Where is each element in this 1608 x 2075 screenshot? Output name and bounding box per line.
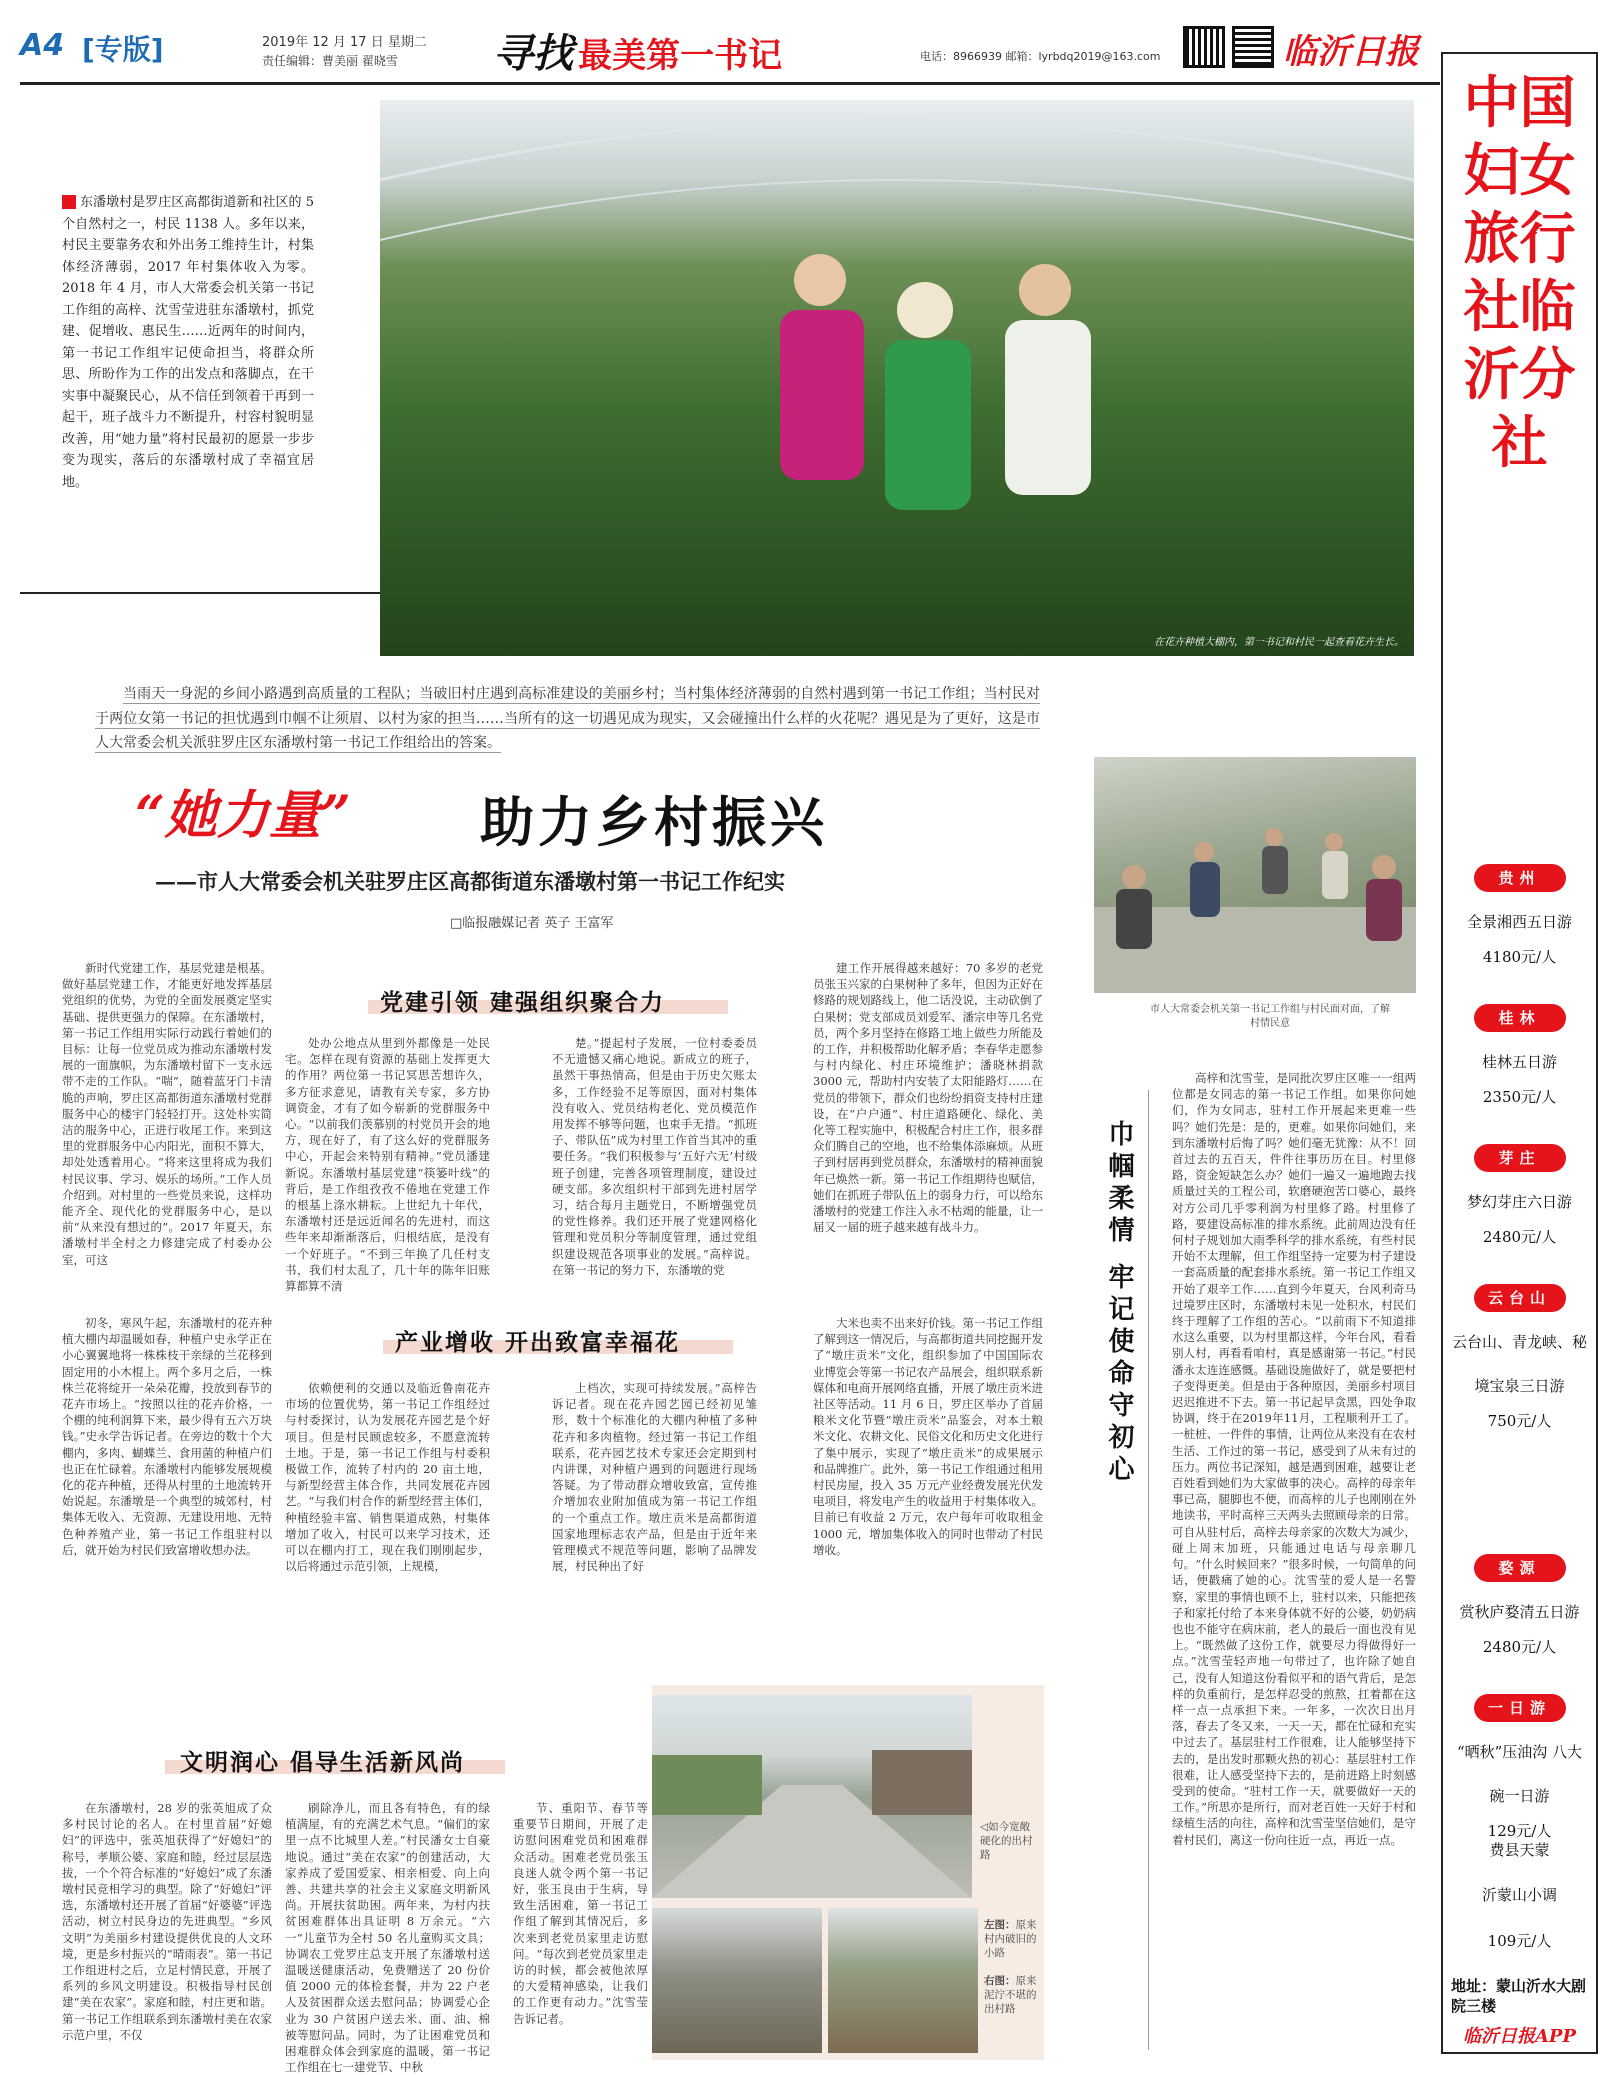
side-photo-scene — [1094, 757, 1416, 993]
ad-title: 中国妇女旅行社临沂分社 — [1463, 71, 1576, 476]
caption-left-label: 左图： — [984, 1919, 1016, 1931]
person-3 — [1019, 264, 1071, 316]
ad-extra-1: 费县天蒙 — [1489, 1841, 1550, 1859]
ad-item-name: 桂林五日游 — [1481, 1053, 1557, 1071]
ad-footer-logo: 临沂日报APP — [1462, 2026, 1577, 2047]
intro-text: 当雨天一身泥的乡间小路遇到高质量的工程队；当破旧村庄遇到高标准建设的美丽乡村；当村集体经济薄弱的自然村遇到第一书记工作组；当村民对于两位女第一书记的担忧遇到巾帼不让须眉、以村为家的担当……当所有的这一切遇见成为现实，又会碰撞出什么样的火花呢？遇见是为了更好，这是市人大常委会机关派驻罗庄区东潘墩村第一书记工作组给出的答案。 — [95, 686, 1040, 751]
article-col-3c: 节、重阳节、春节等重要节日期间，开展了走访慰问困难党员和困难群众活动。困难老党员张玉良迷人就令两个第一书记好，张玉良由于生病，导致生活困难，第一书记工作组了解到其情况后，多次来到老党员家里走访慰问。“每次到老党员家里走访的时候，都会被他浓厚的大爱精神感染，让我们的工作更有动力。”沈雪莹告诉记者。 — [513, 1801, 648, 2026]
page-number: A4 — [20, 28, 65, 63]
road-photo-new-caption: ◁如今宽敞硬化的出村路 — [980, 1821, 1033, 1861]
article-col-1b: 初冬，寒风午起，东潘墩村的花卉种植大棚内却温暖如春，种植户史永学正在小心翼翼地将一株株枝干亲绿的兰花移到固定用的小木棍上。两个多月之后，一株株兰花将绽开一朵朵花瓣，投放到春节的花卉市场上。“按照以往的花卉价格，一个棚的纯利润算下来，最少得有五六万块钱。”史永学告诉记者。在旁边的数十个大棚内，多肉、蝴蝶兰、食用菌的种植户们也正在忙碌着。东潘墩村内能够发展规模化的花卉种植，还得从村里的土地流转开始说起。东潘墩是一个典型的城郊村，村集体无收入、无资源、无建设用地、无特色种养殖产业，第一书记工作组驻村以后，就开始为村民们致富增收想办法。 — [62, 1316, 272, 1557]
side-photo — [1094, 757, 1416, 993]
caption-left-text: 原来村内破旧的小路 — [984, 1919, 1037, 1959]
ad-item-name: 全景湘西五日游 — [1466, 913, 1572, 931]
qr-code-1 — [1183, 26, 1225, 68]
section-label: [专版] — [82, 33, 164, 66]
column-title-a: 寻找 — [493, 30, 573, 77]
ad-item-name: 赏秋庐婺清五日游 — [1459, 1603, 1580, 1621]
greenhouse-scene — [380, 100, 1414, 656]
lead-text: 东潘墩村是罗庄区高都街道新和社区的 5 个自然村之一，村民 1138 人。多年以来，村民主要靠务农和外出务工维持生计，村集体经济薄弱，2017 年村集体收入为零。2018 年 4 月，市人大常委会机关第一书记工作组的高梓、沈雪莹进驻东潘墩村，抓党建、促增收、惠民生……近两年的时间内，第一书记工作组牢记使命担当，将群众所思、所盼作为工作的出发点和落脚点，在干实事中凝聚民心，从不信任到领着干再到一起干，班子战斗力不断提升，村容村貌明显改善，用“她力量”将村民最初的愿景一步步变为现实，落后的东潘墩村成了幸福宜居地。 — [62, 195, 314, 490]
ad-item-tag: 婺源 — [1474, 1554, 1566, 1582]
column-title — [493, 22, 782, 79]
ad-item-tag: 贵州 — [1474, 864, 1566, 892]
column-title-b: 最美第一书记 — [578, 36, 783, 76]
side-photo-caption: 市人大常委会机关第一书记工作组与村民面对面，了解村情民意 — [1150, 1004, 1390, 1029]
section-1-heading: 党建引领 建强组织聚合力 — [380, 990, 666, 1016]
byline: □临报融媒记者 英子 王富军 — [450, 916, 614, 931]
ad-item[interactable] — [1443, 1284, 1596, 1432]
headline-sub: ——市人大常委会机关驻罗庄区高都街道东潘墩村第一书记工作纪实 — [155, 869, 785, 894]
person-2 — [897, 282, 953, 338]
road-photo-new — [652, 1695, 972, 1898]
ad-item[interactable] — [1443, 864, 1596, 968]
ad-extra-2: 沂蒙山小调 — [1481, 1886, 1557, 1904]
issue-date: 2019年 12 月 17 日 星期二 — [262, 35, 427, 50]
ad-extra-price: 109元/人 — [1487, 1932, 1552, 1950]
article-col-2a: 处办公地点从里到外都像是一处民宅。怎样在现有资源的基础上发挥更大的作用？两位第一书记冥思苦想许久，多方征求意见，请教有关专家，多方协调资金，才有了如今崭新的党群服务中心。“以前我们羡慕别的村党员开会的地方，现在好了，有了这么好的党群服务中心，开起会来特别有精神。”党员潘建新说。东潘墩村基层党建“筷篓叶线”的背后，是工作组孜孜不倦地在党建工作的根基上涤水耕耘。上世纪九十年代，东潘墩村还是远近闻名的先进村，而这些年来却渐渐落后，归根结底，是没有一个好班子。“不到三年换了几任村支书，我们村太乱了，几十年的陈年旧账算都算不清 — [285, 1036, 490, 1294]
article-col-1c: 在东潘墩村，28 岁的张英旭成了众多村民讨论的名人。在村里首届“好媳妇”的评选中，张英旭获得了“好媳妇”的称号，孝顺公婆、家庭和睦，经过层层选拔，一个个符合标准的“好媳妇”成了东潘墩村民竞相学习的典型。除了“好媳妇”评选，东潘墩村还开展了首届“好婆婆”评选活动，树立村民身边的先进典型。“乡风文明”为美丽乡村建设提供优良的人文环境，更是乡村振兴的“晴雨表”。第一书记工作组进村之后，立足村情民意，开展了系列的乡风文明建设。积极指导村民创建“美在农家”。家庭和睦，村庄更和谐。第一书记工作组联系到东潘墩村美在农家示范户里，不仅 — [62, 1801, 272, 2042]
ad-item-price: 2350元/人 — [1482, 1088, 1557, 1106]
ad-item-tag: 云台山 — [1474, 1284, 1566, 1312]
headline-quote: “她力量” — [135, 785, 351, 846]
ad-address: 地址：蒙山沂水大剧院三楼 — [1451, 1977, 1587, 2015]
lead-bottom-rule — [20, 592, 380, 594]
section-3-heading: 文明润心 倡导生活新风尚 — [180, 1750, 466, 1776]
section-2-heading: 产业增收 开出致富幸福花 — [395, 1330, 681, 1356]
road-new-scene — [652, 1695, 972, 1898]
ad-item[interactable] — [1443, 1004, 1596, 1108]
ad-item-tag: 桂林 — [1474, 1004, 1566, 1032]
caption-right-text: 原来泥泞不堪的出村路 — [984, 1975, 1037, 2015]
article-col-5: 高梓和沈雪莹，是同批次罗庄区唯一一组两位都是女同志的第一书记工作组。如果你问她们，作为女同志，驻村工作开展起来更难一些吗？她们先是：是的，更难。如果你问她们，来到东潘墩村后悔了吗？她们毫无犹豫：从不！回首过去的五百天，件件往事历历在目。村里修路，资金短缺怎么办？她们一遍又一遍地跑去找质量过关的工程公司，软磨硬泡苦口婆心，最终对方公司几乎零利润为村里修了路。村里修了路，要建设高标准的排水系统。此前周边没有任何村子规划加大雨季科学的排水系统，有些村民开始不太理解，但工作组坚持一定要为村子建设一套高质量的配套排水系统。第一书记工作组又开始了艰辛工作……直到今年夏天，台风利奇马过境罗庄区时，东潘墩村未见一处积水，村民们终于理解了工作组的苦心。“以前雨下不知道排水这么重要，以为村里都这样，今年台风，看看别人村，再看看咱村，真是感谢第一书记。”村民潘永太连连感慨。基础设施做好了，就是要把村子变得更美。但是由于各种原因，美丽乡村项目迟迟推进不下去。第一书记起早贪黑，四处争取协调，终于在2019年11月，工程顺利开工了。一桩桩、一件件的事情，让两位从来没有在农村生活、工作过的第一书记，感受到了从未有过的压力。两位书记深知，越是遇到困难，越要让老百姓看到她们为大家做事的决心。高梓的母亲年事已高，腿脚也不便，而高梓的儿子也刚刚在外地读书，平时高梓三天两头去照顾母亲的日常。可自从驻村后，高梓去母亲家的次数大为减少，碰上周末加班，只能通过电话与母亲聊几句。“什么时候回来？”很多时候，一句简单的问话，便戳痛了她的心。沈雪莹的爱人是一名警察，家里的事情也顾不上，驻村以来，只能把孩子和家托付给了本来身体就不好的公婆，奶奶病也也不能守在病床前，老人的最后一面也没有见上。“既然做了这份工作，就要尽力得做得好一点。”沈雪莹轻声地一句带过了，也许除了她自己，没有人知道这份看似平和的语气背后，是怎样的负重前行，是怎样忍受的煎熬，扛着都在这样一点一点承担下来。一年多，一次次日出月落，春去了冬又来，一天一天，都在忙碌和充实中过去了。基层驻村工作很难，让人能够坚持下去的，是出发时那颗火热的初心：基层驻村工作很难，让人感受坚持下去的，是前进路上时刻感受到的使命。“驻村工作一天，就要做好一天的工作。”所思亦是所行，而对老百姓一天好于村和绿植生活的向往，高梓和沈雪莹坚信她们，是守着村民们，离这一份向往近一点，再近一点。 — [1172, 1071, 1416, 1847]
caption-right-label: 右图： — [984, 1975, 1016, 1987]
ad-item-name: 云台山、青龙峡、秘境宝泉三日游 — [1451, 1333, 1587, 1395]
ad-item[interactable] — [1443, 1144, 1596, 1248]
headline-main: 助力乡村振兴 — [480, 791, 828, 854]
ad-item-price: 129元/人 — [1487, 1822, 1552, 1840]
travel-ad — [1441, 52, 1598, 2054]
header-rule — [20, 82, 1440, 85]
editors: 责任编辑：曹美丽 翟晓雪 — [262, 54, 398, 68]
ad-item-price: 2480元/人 — [1482, 1638, 1557, 1656]
article-col-2b: 依赖便利的交通以及临近鲁南花卉市场的位置优势，第一书记工作组经过与村委探讨，认为发展花卉园艺是个好项目。但是村民顾虑较多，不愿意流转土地。于是，第一书记工作组与村委积极做工作，流转了村内的 20 亩土地，与新型经营主体合作，共同发展花卉园艺。“与我们村合作的新型经营主体们，种植经验丰富、销售渠道成熟，村集体增加了收入，村民可以来学习技术，还可以在棚内打工，现在我们刚刚起步，以后将通过示范引领，上规模， — [285, 1381, 490, 1574]
article-col-3a: 楚。”提起村子发展，一位村委委员不无遗憾又痛心地说。新成立的班子，虽然干事热情高，但是由于历史欠账太多，工作经验不足等原因，面对村集体没有收入、党员结构老化、党员模范作用发挥不够等问题，也束手无措。“抓班子、带队伍”成为村里工作首当其冲的重要任务。“我们积极参与‘五好六无’村级班子创建，完善各项管理制度，建设过硬支部。多次组织村干部到先进村居学习，结合每月主题党日，不断增强党员的党性修养。我们还开展了党建网格化管理和党员积分等制度管理，通过党组织建设规范各项事业的发展。”高梓说。在第一书记的努力下，东潘墩的党 — [552, 1036, 757, 1277]
ad-item-tag: 一日游 — [1474, 1694, 1566, 1722]
ad-item-name: 梦幻芽庄六日游 — [1466, 1193, 1572, 1211]
person-1 — [794, 254, 846, 306]
ad-item[interactable] — [1443, 1554, 1596, 1658]
qr-code-2 — [1232, 26, 1274, 68]
road-photo-old-lane — [652, 1908, 822, 2053]
vertical-title-rule — [1148, 1090, 1149, 2050]
contact-info: 电话：8966939 邮箱：lyrbdq2019@163.com — [920, 50, 1161, 63]
ad-item[interactable] — [1443, 1694, 1596, 1842]
ad-item-tag: 芽庄 — [1474, 1144, 1566, 1172]
article-col-3b: 上档次，实现可持续发展。”高梓告诉记者。现在花卉园艺园已经初见雏形，数十个标准化的大棚内种植了多种花卉和多肉植物。经过第一书记工作组联系，花卉园艺技术专家还会定期到村内讲课，对种植户遇到的问题进行现场答疑。为了带动群众增收致富，宣传推介增加农业附加值成为第一书记工作组的一个重点工作。墩庄贡米是高都街道国家地理标志农产品，但是由于近年来管理模式不规范等问题，影响了品牌发展，村民种出了好 — [552, 1381, 757, 1574]
ad-item-price: 750元/人 — [1487, 1412, 1552, 1430]
ad-item-price: 4180元/人 — [1482, 948, 1557, 966]
road-photo-old-road — [828, 1908, 978, 2053]
article-col-4b: 大米也卖不出来好价钱。第一书记工作组了解到这一情况后，与高都街道共同挖掘开发了“墩庄贡米”文化，组织参加了中国国际农业博览会等第一书记农产品展会，组织联系新媒体和电商开展网络直播，开展了墩庄贡米进社区等活动。11 月 6 日，罗庄区举办了首届粮米文化节暨“墩庄贡米”品鉴会，对本土粮米文化、农耕文化、民俗文化和历史文化进行了集中展示，实现了“墩庄贡米”的成果展示和品牌推广。此外，第一书记工作组通过租用村民房屋，投入 35 万元产业经费发展光伏发电项目，将发电产生的收益用于村集体收入。目前已有收益 2 万元，农户每年可收取租金 1000 元，增加集体收入的同时也带动了村民增收。 — [813, 1316, 1043, 1557]
ad-item-name: “晒秋”压油沟 八大碗一日游 — [1456, 1743, 1583, 1805]
road-photo-old-captions — [984, 1918, 1039, 2016]
vertical-title: 巾帼柔情 牢记使命守初心 — [1104, 1120, 1134, 1488]
ad-item-price: 2480元/人 — [1482, 1228, 1557, 1246]
masthead-logo: 临沂日报 — [1283, 32, 1419, 72]
article-col-4a: 建工作开展得越来越好：70 多岁的老党员张玉兴家的白果树种了多年，但因为正好在修路的规划路线上，他二话没说，主动砍倒了白果树；党支部成员刘爱军、潘宗申等几名党员，两个多月坚持在修路工地上做些力所能及的工作，并积极帮助化解矛盾；李春华走愿参与村内绿化、村庄环境维护；潘晓林捐款 3000 元，帮助村内安装了太阳能路灯……在党员的带领下，群众们也纷纷捐资支持村庄建设，在“户户通”、村庄道路硬化、绿化、美化等工程实施中，积极配合村庄工作，很多群众们腾自己的空地，也不给集体添麻烦。从班子到村居再到党员群众，东潘墩村的精神面貌年已焕然一新。第一书记工作组期待也赋信，她们在抓班子带队伍上的弱身力行，可以给东潘墩村的党建工作注入永不枯竭的能量，让一届又一届的班子越来越有战斗力。 — [813, 961, 1043, 1235]
main-photo-caption: 在花卉种植大棚内，第一书记和村民一起查看花卉生长。 — [1154, 637, 1404, 648]
article-col-2c: 刷除净儿，而且各有特色，有的绿植满屋，有的充满艺术气息。“偏们的家里一点不比城里人差。”村民潘女士自豪地说。通过“美在农家”的创建活动，大家养成了爱国爱家、相亲相爱、向上向善、共建共享的社会主义家庭文明新风尚。开展扶贫助困。两年来，为村内扶贫困难群体出具证明 8 万余元。“六一”儿童节为全村 50 名儿童购买文具；协调农工党罗庄总支开展了东潘墩村送温暖送健康活动，免费赠送了 20 份价值 2000 元的体检套餐，并为 22 户老人及贫困群众送去慰问品；协调爱心企业为 30 户贫困户送去米、面、油、棉被等慰问品。同时，为了让困难党员和困难群众体会到家庭的温暖，第一书记工作组在七一建党节、中秋 — [285, 1801, 490, 2075]
article-col-1a: 新时代党建工作，基层党建是根基。做好基层党建工作，才能更好地发挥基层党组织的优势，为党的全面发展奠定坚实基础、提供更强力的保障。在东潘墩村，第一书记工作组用实际行动践行着她们的目标：让每一位党员成为推动东潘墩村发展的一面旗帜，为东潘墩村留下一支永远带不走的工作队。“喘”，随着蓝牙门卡清脆的声响，罗庄区高都街道东潘墩村党群服务中心的楼宇门轻轻打开。这处朴实简洁的服务中心，正进行收尾工作。来到这里的党群服务中心内阳光，面积不算大，却处处透着用心。“将来这里将成为我们村民议事、学习、娱乐的场所。”工作人员介绍到。对村里的一些党员来说，这样功能齐全、现代化的党群服务中心，是以前“从来没有想过的”。2017 年夏天，东潘墩村半全村之力修建完成了村委办公室，可这 — [62, 961, 272, 1267]
main-photo — [380, 100, 1414, 656]
